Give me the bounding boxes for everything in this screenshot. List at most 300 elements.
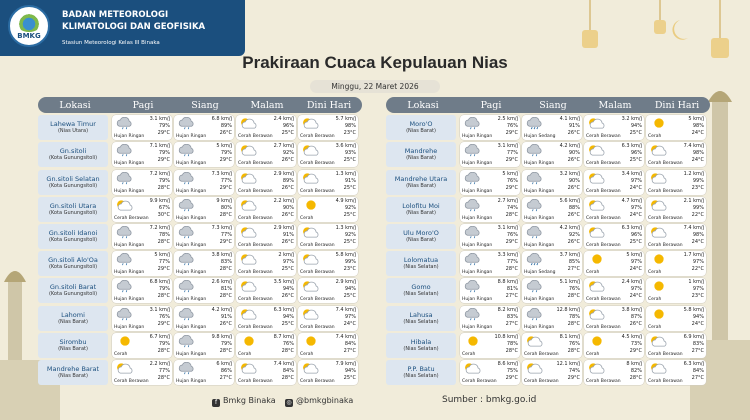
wind-speed: 5.1 km/j xyxy=(559,279,580,286)
humidity: 79% xyxy=(158,177,170,184)
temperature: 28°C xyxy=(281,374,294,381)
temperature: 26°C xyxy=(281,211,294,218)
light-rain-icon xyxy=(524,172,546,185)
temperature: 28°C xyxy=(505,211,518,218)
partly-cloudy-icon xyxy=(586,308,608,321)
wind-speed: 2.1 km/j xyxy=(683,197,704,204)
wind-speed: 2.9 km/j xyxy=(335,279,356,286)
page-title: Prakiraan Cuaca Kepulauan Nias xyxy=(242,53,508,72)
location-cell xyxy=(38,197,108,222)
weather-label: Hujan Ringan xyxy=(176,242,207,248)
weather-label: Cerah xyxy=(462,351,476,357)
forecast-cell xyxy=(522,115,582,140)
humidity: 97% xyxy=(692,286,704,293)
temperature: 25°C xyxy=(343,184,356,191)
partly-cloudy-icon xyxy=(238,280,260,293)
location-name: Gn.sitoli Idanoi xyxy=(48,228,98,237)
light-rain-icon xyxy=(524,308,546,321)
forecast-cell xyxy=(112,197,172,222)
location-cell xyxy=(38,360,108,385)
forecast-cell xyxy=(646,224,706,249)
table-row xyxy=(38,224,362,249)
humidity: 74% xyxy=(568,367,580,374)
light-rain-icon xyxy=(176,335,198,348)
forecast-cell xyxy=(522,224,582,249)
humidity: 75% xyxy=(506,367,518,374)
temperature: 23°C xyxy=(691,184,704,191)
light-rain-icon xyxy=(462,308,484,321)
wind-speed: 5.6 km/j xyxy=(559,197,580,204)
wind-speed: 6.7 km/j xyxy=(149,333,170,340)
weather-label: Cerah xyxy=(300,351,314,357)
wind-speed: 8.8 km/j xyxy=(497,279,518,286)
partly-cloudy-icon xyxy=(114,362,136,375)
forecast-cell xyxy=(584,170,644,195)
light-rain-icon xyxy=(524,280,546,293)
temperature: 28°C xyxy=(505,266,518,273)
moderate-rain-icon xyxy=(524,253,546,266)
forecast-cell xyxy=(236,115,296,140)
humidity: 86% xyxy=(220,367,232,374)
temperature: 26°C xyxy=(219,130,232,137)
temperature: 26°C xyxy=(567,157,580,164)
wind-speed: 3.1 km/j xyxy=(497,224,518,231)
weather-label: Cerah Berawan xyxy=(300,378,335,384)
partly-cloudy-icon xyxy=(300,362,322,375)
partly-cloudy-icon xyxy=(238,199,260,212)
sunny-icon xyxy=(648,280,670,293)
humidity: 98% xyxy=(692,150,704,157)
forecast-cell xyxy=(584,251,644,276)
wind-speed: 5.8 km/j xyxy=(683,306,704,313)
partly-cloudy-icon xyxy=(238,144,260,157)
temperature: 27°C xyxy=(505,320,518,327)
weather-label: Cerah Berawan xyxy=(238,134,273,140)
weather-label: Cerah Berawan xyxy=(300,161,335,167)
humidity: 79% xyxy=(158,340,170,347)
humidity: 84% xyxy=(344,340,356,347)
wind-speed: 9.8 km/j xyxy=(211,333,232,340)
table-row xyxy=(38,251,362,276)
humidity: 79% xyxy=(220,150,232,157)
location-cell xyxy=(38,170,108,195)
light-rain-icon xyxy=(524,226,546,239)
temperature: 24°C xyxy=(691,320,704,327)
column-header: Siang xyxy=(539,99,567,111)
weather-label: Cerah Berawan xyxy=(238,188,273,194)
weather-label: Hujan Ringan xyxy=(524,242,555,248)
temperature: 29°C xyxy=(157,130,170,137)
humidity: 76% xyxy=(568,340,580,347)
location-name: Hibala xyxy=(410,337,432,346)
table-row xyxy=(38,360,362,385)
forecast-cell xyxy=(174,333,234,358)
weather-label: Hujan Ringan xyxy=(176,188,207,194)
forecast-cell xyxy=(460,251,520,276)
temperature: 27°C xyxy=(219,374,232,381)
light-rain-icon xyxy=(462,253,484,266)
weather-label: Cerah Berawan xyxy=(238,161,273,167)
wind-speed: 3.8 km/j xyxy=(211,252,232,259)
weather-label: Hujan Ringan xyxy=(462,161,493,167)
partly-cloudy-icon xyxy=(114,199,136,212)
wind-speed: 8.2 km/j xyxy=(497,306,518,313)
humidity: 94% xyxy=(282,313,294,320)
forecast-cell xyxy=(584,224,644,249)
weather-label: Cerah Berawan xyxy=(586,378,621,384)
location-regency: (Nias Utara) xyxy=(57,128,89,135)
wind-speed: 3.5 km/j xyxy=(273,279,294,286)
wind-speed: 4.1 km/j xyxy=(559,116,580,123)
location-cell xyxy=(38,278,108,303)
location-name: Mandrehe Barat xyxy=(46,364,100,373)
humidity: 79% xyxy=(158,286,170,293)
temperature: 22°C xyxy=(691,266,704,273)
location-cell xyxy=(38,115,108,140)
forecast-cell xyxy=(174,170,234,195)
location-name: Gn.sitoli xyxy=(59,147,87,156)
location-cell xyxy=(386,197,456,222)
weather-label: Hujan Ringan xyxy=(176,270,207,276)
light-rain-icon xyxy=(462,117,484,130)
temperature: 28°C xyxy=(219,293,232,300)
temperature: 24°C xyxy=(629,293,642,300)
forecast-cell xyxy=(298,224,358,249)
location-name: Mandrehe xyxy=(404,147,438,156)
partly-cloudy-icon xyxy=(586,362,608,375)
forecast-cell xyxy=(112,333,172,358)
table-row xyxy=(38,170,362,195)
humidity: 77% xyxy=(506,259,518,266)
temperature: 27°C xyxy=(505,293,518,300)
temperature: 28°C xyxy=(567,320,580,327)
humidity: 94% xyxy=(692,313,704,320)
agency-line-2: KLIMATOLOGI DAN GEOFISIKA xyxy=(62,22,206,32)
location-regency: (Nias Barat) xyxy=(58,345,88,352)
partly-cloudy-icon xyxy=(586,117,608,130)
partly-cloudy-icon xyxy=(238,226,260,239)
table-header xyxy=(386,97,710,113)
location-regency: (Nias Barat) xyxy=(406,209,436,216)
light-rain-icon xyxy=(462,199,484,212)
temperature: 29°C xyxy=(505,238,518,245)
source-text: Sumber : bmkg.go.id xyxy=(442,395,537,405)
weather-label: Cerah Berawan xyxy=(648,188,683,194)
location-regency: (Nias Barat) xyxy=(406,128,436,135)
wind-speed: 5 km/j xyxy=(216,143,232,150)
weather-label: Cerah Berawan xyxy=(114,215,149,221)
weather-label: Hujan Ringan xyxy=(176,297,207,303)
light-rain-icon xyxy=(114,117,136,130)
wind-speed: 5.8 km/j xyxy=(335,252,356,259)
column-header: Malam xyxy=(598,99,632,111)
forecast-cell xyxy=(460,360,520,385)
forecast-cell xyxy=(298,278,358,303)
forecast-cell xyxy=(298,197,358,222)
wind-speed: 12.1 km/j xyxy=(556,360,580,367)
wind-speed: 5 km/j xyxy=(154,252,170,259)
location-cell xyxy=(38,224,108,249)
location-regency: (Kota Gunungsitoli) xyxy=(48,264,98,271)
forecast-cell xyxy=(460,224,520,249)
location-regency: (Nias Selatan) xyxy=(403,264,439,271)
weather-label: Cerah Berawan xyxy=(648,215,683,221)
weather-label: Hujan Ringan xyxy=(176,324,207,330)
forecast-cell xyxy=(584,115,644,140)
temperature: 28°C xyxy=(157,347,170,354)
sunny-icon xyxy=(238,335,260,348)
temperature: 28°C xyxy=(567,293,580,300)
column-header: Malam xyxy=(250,99,284,111)
forecast-cell xyxy=(236,360,296,385)
table-row xyxy=(386,197,710,222)
wind-speed: 7.4 km/j xyxy=(335,333,356,340)
wind-speed: 5.7 km/j xyxy=(335,116,356,123)
weather-label: Hujan Sedang xyxy=(524,270,556,276)
forecast-cell xyxy=(460,333,520,358)
partly-cloudy-icon xyxy=(648,362,670,375)
light-rain-icon xyxy=(114,226,136,239)
location-name: Gn.sitoli Alo'Oa xyxy=(48,256,98,265)
wind-speed: 8.1 km/j xyxy=(559,333,580,340)
humidity: 92% xyxy=(568,231,580,238)
partly-cloudy-icon xyxy=(300,117,322,130)
weather-label: Hujan Ringan xyxy=(462,324,493,330)
forecast-cell xyxy=(174,360,234,385)
weather-label: Cerah xyxy=(238,351,252,357)
temperature: 27°C xyxy=(691,374,704,381)
table-row xyxy=(386,333,710,358)
weather-label: Cerah Berawan xyxy=(300,297,335,303)
forecast-cell xyxy=(522,197,582,222)
weather-label: Cerah Berawan xyxy=(238,242,273,248)
table-row xyxy=(386,142,710,167)
location-name: Lahusa xyxy=(409,310,433,319)
wind-speed: 7.4 km/j xyxy=(273,360,294,367)
wind-speed: 6.3 km/j xyxy=(621,143,642,150)
location-regency: (Nias Selatan) xyxy=(403,372,439,379)
temperature: 23°C xyxy=(343,266,356,273)
wind-speed: 3.6 km/j xyxy=(335,143,356,150)
wind-speed: 1.7 km/j xyxy=(683,252,704,259)
wind-speed: 7.2 km/j xyxy=(149,224,170,231)
temperature: 24°C xyxy=(629,266,642,273)
humidity: 97% xyxy=(630,286,642,293)
humidity: 77% xyxy=(158,367,170,374)
weather-label: Hujan Ringan xyxy=(524,215,555,221)
location-cell xyxy=(386,142,456,167)
forecast-cell xyxy=(646,278,706,303)
forecast-cell xyxy=(236,278,296,303)
weather-label: Cerah Berawan xyxy=(238,297,273,303)
humidity: 99% xyxy=(692,204,704,211)
temperature: 23°C xyxy=(691,293,704,300)
weather-label: Hujan Ringan xyxy=(524,188,555,194)
humidity: 97% xyxy=(282,259,294,266)
wind-speed: 2.7 km/j xyxy=(497,197,518,204)
table-row xyxy=(386,224,710,249)
location-regency: (Kota Gunungsitoli) xyxy=(48,209,98,216)
weather-label: Cerah xyxy=(648,297,662,303)
humidity: 76% xyxy=(506,177,518,184)
temperature: 25°C xyxy=(343,211,356,218)
forecast-cell xyxy=(460,278,520,303)
partly-cloudy-icon xyxy=(238,253,260,266)
forecast-cell xyxy=(460,115,520,140)
wind-speed: 4.2 km/j xyxy=(559,143,580,150)
weather-label: Cerah Berawan xyxy=(586,242,621,248)
weather-label: Hujan Ringan xyxy=(114,270,145,276)
humidity: 96% xyxy=(282,123,294,130)
location-name: Moro'O xyxy=(409,120,433,129)
location-cell xyxy=(386,360,456,385)
weather-label: Cerah Berawan xyxy=(648,351,683,357)
humidity: 81% xyxy=(220,286,232,293)
forecast-cell xyxy=(298,251,358,276)
weather-label: Cerah Berawan xyxy=(648,242,683,248)
wind-speed: 4.2 km/j xyxy=(211,306,232,313)
partly-cloudy-icon xyxy=(648,144,670,157)
partly-cloudy-icon xyxy=(586,226,608,239)
weather-label: Cerah xyxy=(586,270,600,276)
humidity: 91% xyxy=(220,313,232,320)
forecast-cell xyxy=(646,170,706,195)
temperature: 26°C xyxy=(281,238,294,245)
location-cell xyxy=(386,278,456,303)
location-regency: (Kota Gunungsitoli) xyxy=(48,236,98,243)
temperature: 28°C xyxy=(157,293,170,300)
table-row xyxy=(386,115,710,140)
temperature: 28°C xyxy=(567,347,580,354)
location-cell xyxy=(386,251,456,276)
light-rain-icon xyxy=(114,144,136,157)
partly-cloudy-icon xyxy=(300,144,322,157)
humidity: 97% xyxy=(344,313,356,320)
partly-cloudy-icon xyxy=(648,226,670,239)
humidity: 84% xyxy=(692,367,704,374)
weather-label: Cerah Berawan xyxy=(586,297,621,303)
location-regency: (Nias Barat) xyxy=(58,318,88,325)
weather-label: Cerah Berawan xyxy=(586,161,621,167)
temperature: 28°C xyxy=(157,374,170,381)
weather-label: Hujan Ringan xyxy=(176,161,207,167)
facebook-icon: f xyxy=(212,399,220,407)
light-rain-icon xyxy=(462,226,484,239)
temperature: 27°C xyxy=(567,266,580,273)
humidity: 83% xyxy=(220,259,232,266)
humidity: 94% xyxy=(344,286,356,293)
humidity: 90% xyxy=(568,150,580,157)
wind-speed: 5 km/j xyxy=(626,252,642,259)
weather-label: Hujan Ringan xyxy=(176,351,207,357)
forecast-cell xyxy=(112,278,172,303)
wind-speed: 3.3 km/j xyxy=(497,252,518,259)
weather-label: Hujan Ringan xyxy=(462,297,493,303)
sunny-icon xyxy=(648,308,670,321)
forecast-cell xyxy=(112,251,172,276)
location-regency: (Nias Barat) xyxy=(406,236,436,243)
wind-speed: 2.4 km/j xyxy=(621,279,642,286)
table-row xyxy=(386,251,710,276)
light-rain-icon xyxy=(176,117,198,130)
wind-speed: 7.3 km/j xyxy=(211,224,232,231)
forecast-cell xyxy=(460,142,520,167)
forecast-cell xyxy=(646,142,706,167)
wind-speed: 3.1 km/j xyxy=(149,116,170,123)
agency-line-1: BADAN METEOROLOGI xyxy=(62,10,169,20)
facebook-handle: Bmkg Binaka xyxy=(223,396,276,405)
wind-speed: 6 km/j xyxy=(216,360,232,367)
temperature: 29°C xyxy=(505,374,518,381)
temperature: 26°C xyxy=(219,320,232,327)
forecast-cell xyxy=(460,170,520,195)
weather-label: Cerah xyxy=(648,270,662,276)
weather-label: Hujan Ringan xyxy=(462,134,493,140)
moderate-rain-icon xyxy=(524,117,546,130)
temperature: 29°C xyxy=(629,347,642,354)
temperature: 29°C xyxy=(567,374,580,381)
weather-label: Hujan Ringan xyxy=(524,161,555,167)
wind-speed: 2.4 km/j xyxy=(273,116,294,123)
weather-label: Hujan Ringan xyxy=(176,215,207,221)
wind-speed: 1.3 km/j xyxy=(335,170,356,177)
partly-cloudy-icon xyxy=(524,362,546,375)
facebook-link[interactable] xyxy=(212,396,276,407)
light-rain-icon xyxy=(114,253,136,266)
temperature: 29°C xyxy=(157,320,170,327)
footer xyxy=(0,396,750,410)
instagram-link[interactable] xyxy=(285,396,353,407)
temperature: 25°C xyxy=(343,238,356,245)
wind-speed: 2.7 km/j xyxy=(273,143,294,150)
humidity: 89% xyxy=(220,123,232,130)
wind-speed: 1 km/j xyxy=(688,279,704,286)
humidity: 91% xyxy=(344,177,356,184)
light-rain-icon xyxy=(176,308,198,321)
humidity: 88% xyxy=(568,204,580,211)
location-name: Ulu Moro'O xyxy=(403,228,439,237)
temperature: 24°C xyxy=(691,130,704,137)
location-regency: (Nias Selatan) xyxy=(403,345,439,352)
instagram-handle: @bmkgbinaka xyxy=(296,396,354,405)
weather-label: Cerah Berawan xyxy=(524,351,559,357)
wind-speed: 8.6 km/j xyxy=(497,360,518,367)
partly-cloudy-icon xyxy=(238,362,260,375)
light-rain-icon xyxy=(114,308,136,321)
weather-label: Cerah Berawan xyxy=(114,378,149,384)
wind-speed: 2.2 km/j xyxy=(149,360,170,367)
light-rain-icon xyxy=(524,199,546,212)
forecast-cell xyxy=(298,333,358,358)
wind-speed: 3.1 km/j xyxy=(149,306,170,313)
weather-label: Cerah Berawan xyxy=(238,270,273,276)
humidity: 83% xyxy=(506,313,518,320)
column-header: Pagi xyxy=(480,99,502,111)
humidity: 76% xyxy=(282,340,294,347)
temperature: 26°C xyxy=(281,184,294,191)
weather-label: Cerah Berawan xyxy=(300,270,335,276)
forecast-cell xyxy=(460,197,520,222)
humidity: 98% xyxy=(692,123,704,130)
weather-label: Cerah Berawan xyxy=(586,324,621,330)
temperature: 25°C xyxy=(343,157,356,164)
forecast-cell xyxy=(236,251,296,276)
partly-cloudy-icon xyxy=(524,335,546,348)
temperature: 28°C xyxy=(219,347,232,354)
wind-speed: 1.3 km/j xyxy=(335,224,356,231)
wind-speed: 4.5 km/j xyxy=(621,333,642,340)
wind-speed: 7.9 km/j xyxy=(335,360,356,367)
